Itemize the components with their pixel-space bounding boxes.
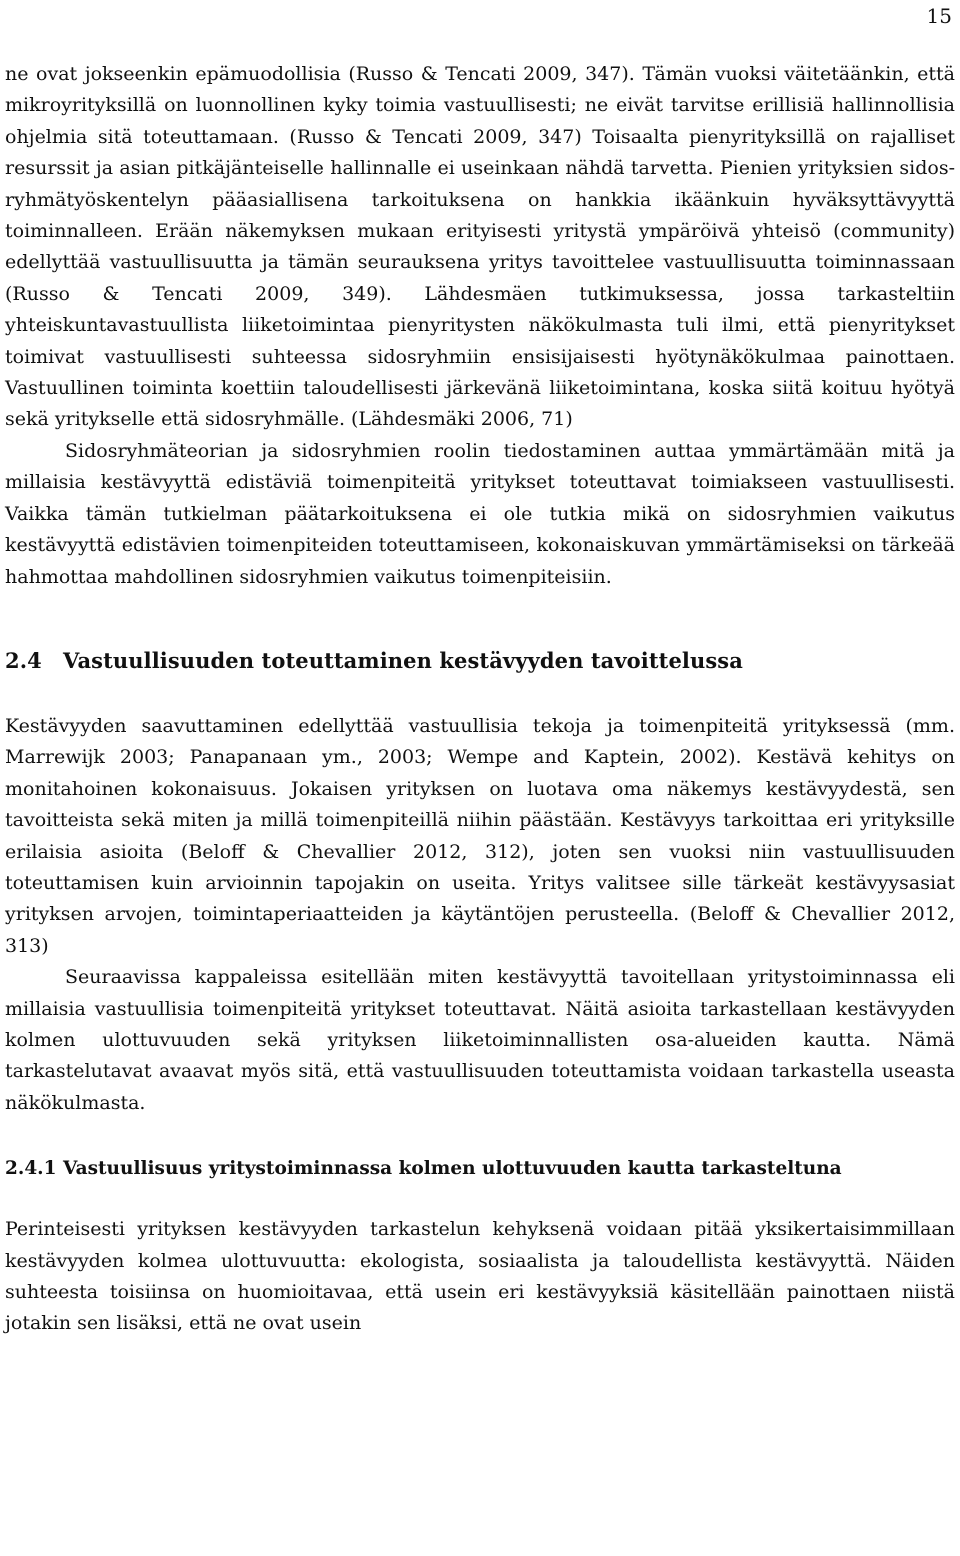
section-title: Vastuullisuuden toteuttaminen kestävyyden tavoittelussa <box>63 647 743 673</box>
body-paragraph: ne ovat jokseenkin epämuodollisia (Russo & Tencati 2009, 347). Tämän vuoksi väitetäänkin, että mikroyrityksillä on luonnollinen kyky toimia vastuullisesti; ne eivät tarvitse erillisiä hallinnollisia ohjelmia sitä toteuttamaan. (Russo & Tencati 2009, 347) Toisaalta pienyrityksillä on rajalliset resurssit ja asian pitkäjänteiselle hallinnalle ei useinkaan nähdä tarvetta. Pienien yrityksien sidos-ryhmätyöskentelyn pääasiallisena tarkoituksena on hankkia ikäänkuin hyväksyttävyyttä toiminnalleen. Erään näkemyksen mukaan erityisesti yritystä ympäröivä yhteisö (community) edellyttää vastuullisuutta ja tämän seurauksena yritys tavoittelee vastuullisuutta toiminnassaan (Russo & Tencati 2009, 349). Lähdesmäen tutkimuksessa, jossa tarkasteltiin yhteiskuntavastuullista liiketoimintaa pienyritysten näkökulmasta tuli ilmi, että pienyritykset toimivat vastuullisesti suhteessa sidosryhmiin ensisijaisesti hyötynäkökulmaa painottaen. Vastuullinen toiminta koettiin taloudellisesti järkevänä liiketoimintana, koska siitä koituu hyötyä sekä yritykselle että sidosryhmälle. (Lähdesmäki 2006, 71) <box>5 63 955 431</box>
document-body <box>5 59 955 1340</box>
subsection-heading: 2.4.1 Vastuullisuus yritystoiminnassa kolmen ulottuvuuden kautta tarkasteltuna <box>5 1158 842 1180</box>
body-paragraph: Perinteisesti yrityksen kestävyyden tarkastelun kehyksenä voidaan pitää yksikertaisimmillaan kestävyyden kolmea ulottuvuutta: ekologista, sosiaalista ja taloudellista kestävyyttä. Näiden suhteesta toisiinsa on huomioitavaa, että usein eri kestävyyksiä käsitellään painottaen niistä jotakin sen lisäksi, että ne ovat usein <box>5 1218 955 1335</box>
body-paragraph: Seuraavissa kappaleissa esitellään miten kestävyyttä tavoitellaan yritystoiminnassa eli millaisia vastuullisia toimenpiteitä yritykset toteuttavat. Näitä asioita tarkastellaan kestävyyden kolmen ulottuvuuden sekä yrityksen liiketoiminnallisten osa-alueiden kautta. Nämä tarkastelutavat avaavat myös sitä, että vastuullisuuden toteuttamista voidaan tarkastella useasta näkökulmasta. <box>5 966 955 1114</box>
body-paragraph: Kestävyyden saavuttaminen edellyttää vastuullisia tekoja ja toimenpiteitä yrityksessä (mm. Marrewijk 2003; Panapanaan ym., 2003; Wempe and Kaptein, 2002). Kestävä kehitys on monitahoinen kokonaisuus. Jokaisen yrityksen on luotava oma näkemys kestävyydestä, sen tavoitteista sekä miten ja millä toimenpiteillä niihin päästään. Kestävyys tarkoittaa eri yrityksille erilaisia asioita (Beloff & Chevallier 2012, 312), joten sen vuoksi niin vastuullisuuden toteuttamisen kuin arvioinnin tapojakin on useita. Yritys valitsee sille tärkeät kestävyysasiat yrityksen arvojen, toimintaperiaatteiden ja käytäntöjen perusteella. (Beloff & Chevallier 2012, 313) <box>5 714 955 957</box>
section-number: 2.4 <box>5 647 42 673</box>
body-paragraph: Sidosryhmäteorian ja sidosryhmien roolin tiedostaminen auttaa ymmärtämään mitä ja millaisia kestävyyttä edistäviä toimenpiteitä yritykset toteuttavat toimiakseen vastuullisesti. Vaikka tämän tutkielman päätarkoituksena ei ole tutkia mikä on sidosryhmien vaikutus kestävyyttä edistävien toimenpiteiden toteuttamiseen, kokonaiskuvan ymmärtämiseksi on tärkeää hahmottaa mahdollinen sidosryhmien vaikutus toimenpiteisiin. <box>5 439 955 588</box>
page-number: 15 <box>926 4 952 28</box>
section-heading <box>5 645 955 676</box>
